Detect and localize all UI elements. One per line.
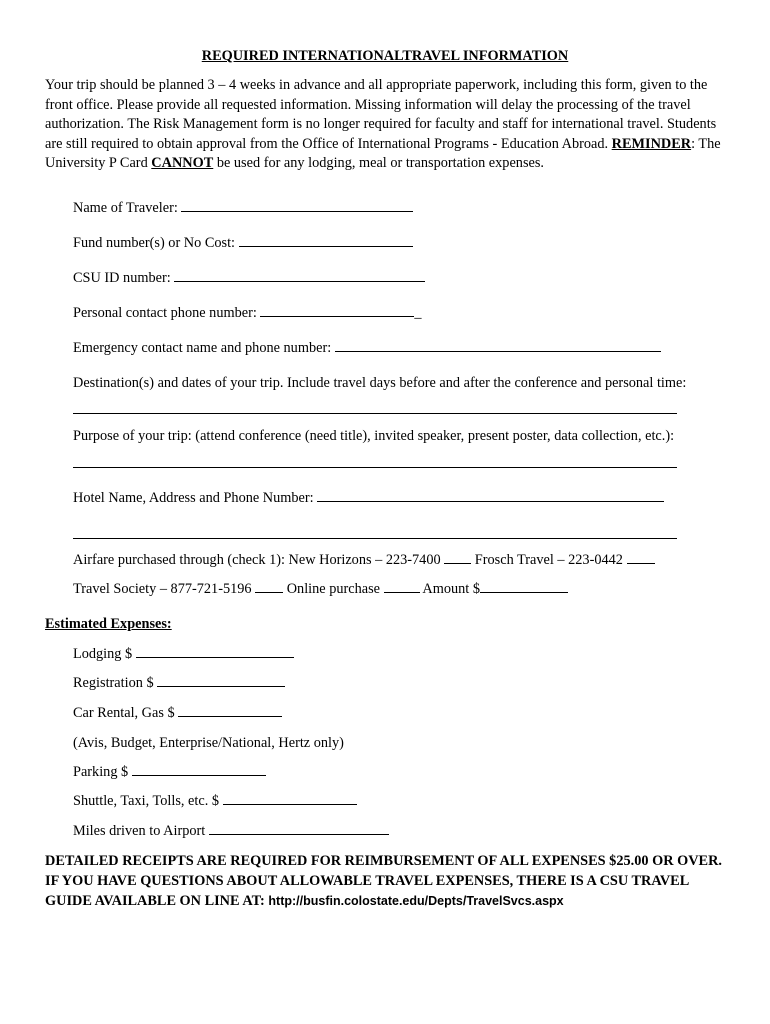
amount-field[interactable] — [480, 591, 568, 593]
traveler-name-row — [73, 200, 413, 217]
cannot-label: CANNOT — [151, 155, 214, 172]
hotel-row — [73, 490, 664, 507]
travel-society-check[interactable] — [255, 591, 283, 593]
destination-field[interactable] — [73, 413, 677, 414]
airfare-row-2 — [73, 581, 568, 598]
emergency-contact-label: Emergency contact name and phone number: — [73, 340, 332, 356]
reminder-label: REMINDER — [611, 135, 692, 152]
shuttle-label: Shuttle, Taxi, Tolls, etc. $ — [73, 793, 219, 809]
miles-row — [73, 823, 389, 840]
amount-label: Amount $ — [422, 581, 480, 597]
fund-number-label: Fund number(s) or No Cost: — [73, 235, 236, 251]
parking-label: Parking $ — [73, 764, 129, 780]
personal-phone-row — [73, 305, 422, 322]
emergency-contact-field[interactable] — [335, 350, 661, 352]
hotel-field-line-2[interactable] — [73, 538, 677, 539]
miles-field[interactable] — [209, 833, 389, 835]
frosch-travel-check[interactable] — [627, 562, 655, 564]
parking-field[interactable] — [132, 774, 266, 776]
hotel-field[interactable] — [317, 500, 664, 502]
car-rental-row — [73, 705, 282, 722]
csu-id-field[interactable] — [174, 280, 425, 282]
personal-phone-field[interactable] — [260, 315, 414, 317]
airfare-row-1 — [73, 552, 655, 569]
intro-text-2: : The University P Card — [45, 135, 721, 172]
frosch-travel-label: Frosch Travel – 223-0442 — [474, 552, 623, 568]
online-purchase-label: Online purchase — [286, 581, 381, 597]
csu-id-label: CSU ID number: — [73, 270, 171, 286]
lodging-field[interactable] — [136, 656, 294, 658]
purpose-field[interactable] — [73, 467, 677, 468]
travel-society-label: Travel Society – 877-721-5196 — [73, 581, 252, 597]
parking-row — [73, 764, 266, 781]
registration-row — [73, 675, 285, 692]
personal-phone-label: Personal contact phone number: — [73, 305, 257, 321]
hotel-label: Hotel Name, Address and Phone Number: — [73, 490, 314, 506]
destination-label: Destination(s) and dates of your trip. Include travel days before and after the conference and personal time: — [73, 375, 687, 391]
traveler-name-field[interactable] — [181, 210, 413, 212]
new-horizons-label: Airfare purchased through (check 1): New Horizons – 223-7400 — [73, 552, 441, 568]
car-rental-note: (Avis, Budget, Enterprise/National, Hertz only) — [73, 735, 344, 751]
traveler-name-label: Name of Traveler: — [73, 200, 178, 216]
travel-guide-link[interactable]: http://busfin.colostate.edu/Depts/TravelSvcs.aspx — [268, 894, 564, 908]
personal-phone-tail: _ — [414, 305, 422, 321]
miles-label: Miles driven to Airport — [73, 823, 206, 839]
fund-number-row — [73, 235, 413, 252]
csu-id-row — [73, 270, 425, 287]
lodging-label: Lodging $ — [73, 646, 133, 662]
registration-label: Registration $ — [73, 675, 154, 691]
receipts-notice — [45, 851, 735, 911]
shuttle-row — [73, 793, 357, 810]
emergency-contact-row — [73, 340, 661, 357]
purpose-label: Purpose of your trip: (attend conference (need title), invited speaker, present poster, data collection, etc.): — [73, 428, 675, 444]
online-purchase-check[interactable] — [384, 591, 420, 593]
intro-text-1: Your trip should be planned 3 – 4 weeks in advance and all appropriate paperwork, including this form, given to the front office. Please provide all requested information. Missing information will delay the processing of the travel authorization. The Risk Management form is no longer required for faculty and staff for international travel. Students are still required to obtain approval from the Office of International Programs - Education Abroad. — [45, 77, 717, 152]
estimated-expenses-heading: Estimated Expenses: — [45, 616, 172, 632]
car-rental-field[interactable] — [178, 715, 282, 717]
registration-field[interactable] — [157, 685, 285, 687]
lodging-row — [73, 646, 294, 663]
car-rental-label: Car Rental, Gas $ — [73, 705, 175, 721]
intro-paragraph — [45, 76, 735, 174]
fund-number-field[interactable] — [239, 245, 413, 247]
receipts-notice-text: DETAILED RECEIPTS ARE REQUIRED FOR REIMBURSEMENT OF ALL EXPENSES $25.00 OR OVER. IF YOU HAVE QUESTIONS ABOUT ALLOWABLE TRAVEL EXPENSES, THERE IS A CSU TRAVEL GUIDE AVAILABLE ON LINE AT: — [45, 853, 722, 909]
intro-text-3: be used for any lodging, meal or transportation expenses. — [213, 155, 544, 172]
new-horizons-check[interactable] — [444, 562, 471, 564]
shuttle-field[interactable] — [223, 803, 357, 805]
form-title: REQUIRED INTERNATIONALTRAVEL INFORMATION — [201, 48, 569, 64]
